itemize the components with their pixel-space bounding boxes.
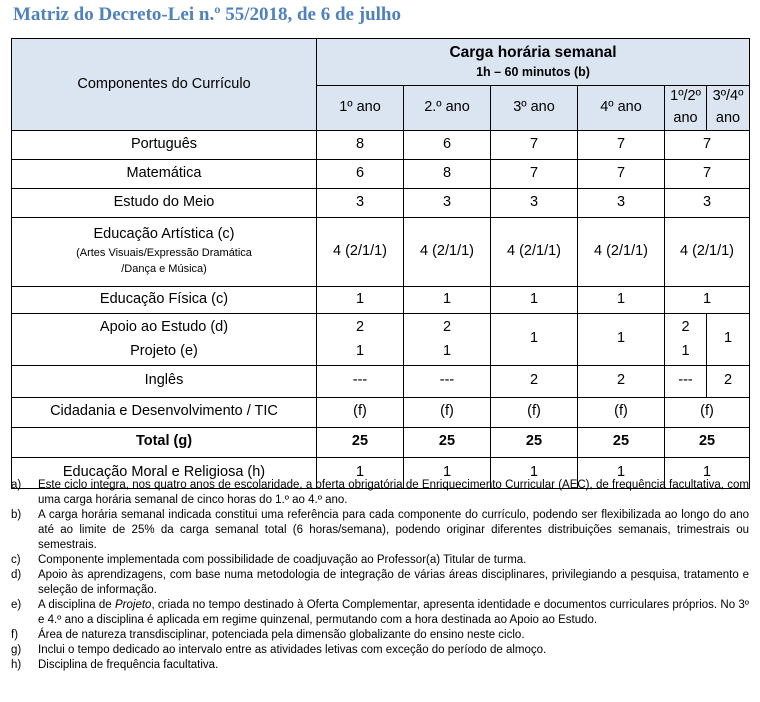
- hours-value: 2: [442, 319, 452, 335]
- year-header: 2.º ano: [404, 86, 491, 131]
- table-row: [12, 188, 750, 217]
- hours-cell: 1: [491, 313, 578, 365]
- footnote-key: h): [11, 659, 22, 671]
- table-row: [12, 159, 750, 188]
- component-label: Matemática: [12, 159, 317, 188]
- table-row: [12, 217, 750, 286]
- year-header: 4º ano: [578, 86, 665, 131]
- hours-cell: 1: [665, 457, 750, 488]
- total-cell: 25: [665, 427, 750, 457]
- hours-cell: 4 (2/1/1): [404, 217, 491, 286]
- table-row: [12, 130, 750, 159]
- hours-cell: 7: [665, 159, 750, 188]
- hours-cell: ---: [665, 365, 707, 397]
- hours-cell: (f): [491, 397, 578, 427]
- footnote-text: A carga horária semanal indicada constitui uma referência para cada componente do currículo, podendo ser flexibilizada ao longo do ano até ao limite de 25% da carga semanal total (6 horas/semana), podendo originar diferentes distribuições semanais, trimestrais ou semestrais.: [38, 509, 749, 551]
- footnote-text-italic: Projeto: [115, 599, 152, 611]
- footnote-key: e): [11, 599, 22, 611]
- footnote-item: [11, 568, 749, 598]
- hours-cell: [317, 313, 404, 365]
- hours-cell: 1: [578, 286, 665, 313]
- hours-cell: 2: [707, 365, 750, 397]
- footnote-key: g): [11, 644, 22, 656]
- hours-cell: 6: [404, 130, 491, 159]
- hours-cell: [404, 313, 491, 365]
- footnote-text: Componente implementada com possibilidade de coadjuvação ao Professor(a) Titular de turma.: [38, 554, 527, 566]
- carga-subtitle: 1h – 60 minutos (b): [476, 64, 590, 79]
- header-row-top: [12, 39, 750, 86]
- carga-header: [317, 39, 750, 86]
- total-cell: 25: [404, 427, 491, 457]
- footnote-text: Apoio às aprendizagens, com base numa metodologia de integração de várias áreas disciplinares, privilegiando a pesquisa, tratamento e seleção de informação.: [38, 569, 749, 596]
- year-header: 3º ano: [491, 86, 578, 131]
- hours-cell: 1: [491, 457, 578, 488]
- hours-cell: 3: [491, 188, 578, 217]
- hours-cell: (f): [404, 397, 491, 427]
- year-header: 1º/2º ano: [665, 86, 707, 131]
- hours-cell: 1: [578, 313, 665, 365]
- footnote-key: c): [11, 554, 21, 566]
- hours-cell: 1: [317, 457, 404, 488]
- hours-cell: 8: [404, 159, 491, 188]
- hours-value: 1: [681, 343, 690, 359]
- total-label: Total (g): [12, 427, 317, 457]
- year-header: 3º/4º ano: [707, 86, 750, 131]
- hours-cell: 4 (2/1/1): [317, 217, 404, 286]
- footnote-key: f): [11, 629, 19, 641]
- hours-cell: 1: [404, 457, 491, 488]
- component-label: Cidadania e Desenvolvimento / TIC: [12, 397, 317, 427]
- hours-cell: (f): [665, 397, 750, 427]
- footnote-item: [11, 643, 749, 658]
- components-header: Componentes do Currículo: [12, 39, 317, 131]
- hours-cell: ---: [317, 365, 404, 397]
- hours-cell: 3: [578, 188, 665, 217]
- carga-title: Carga horária semanal: [449, 44, 617, 62]
- hours-cell: 7: [491, 130, 578, 159]
- hours-cell: 1: [578, 457, 665, 488]
- component-label-detail: (Artes Visuais/Expressão Dramática: [76, 246, 252, 259]
- hours-cell: 1: [707, 313, 750, 365]
- component-label: [12, 217, 317, 286]
- total-cell: 25: [491, 427, 578, 457]
- component-label-projeto: Projeto (e): [130, 343, 198, 359]
- footnote-item: [11, 598, 749, 628]
- hours-value: 1: [442, 343, 452, 359]
- component-label: Estudo do Meio: [12, 188, 317, 217]
- hours-cell: 4 (2/1/1): [578, 217, 665, 286]
- footnotes: [11, 478, 749, 673]
- footnote-key: a): [11, 479, 22, 491]
- hours-cell: 2: [578, 365, 665, 397]
- hours-cell: 6: [317, 159, 404, 188]
- total-cell: 25: [578, 427, 665, 457]
- component-label: Inglês: [12, 365, 317, 397]
- component-label-detail: /Dança e Música): [121, 263, 207, 276]
- footnote-item: [11, 478, 749, 508]
- page-title: Matriz do Decreto-Lei n.º 55/2018, de 6 de julho: [13, 4, 401, 25]
- footnote-text: Inclui o tempo dedicado ao intervalo entre as atividades letivas com exceção do período de almoço.: [38, 644, 547, 656]
- hours-value: 2: [355, 319, 365, 335]
- hours-cell: 1: [404, 286, 491, 313]
- hours-cell: [665, 313, 707, 365]
- hours-cell: 3: [404, 188, 491, 217]
- component-label: [12, 313, 317, 365]
- hours-cell: 3: [665, 188, 750, 217]
- curriculum-matrix-table: [11, 38, 750, 489]
- footnote-text-part: , criada no tempo destinado à Oferta Complementar, apresenta identidade e documentos curriculares próprios. No 3º e 4.º ano a disciplina é aplicada em regime quinzenal, permutando com a hora destinada ao Apoio ao Estudo.: [38, 599, 749, 626]
- footnote-key: d): [11, 569, 22, 581]
- component-label: Educação Moral e Religiosa (h): [12, 457, 317, 488]
- footnote-key: b): [11, 509, 22, 521]
- hours-value: 2: [681, 319, 690, 335]
- hours-cell: 7: [665, 130, 750, 159]
- hours-value: 1: [355, 343, 365, 359]
- hours-cell: 1: [317, 286, 404, 313]
- footnote-item: [11, 508, 749, 553]
- component-label: Português: [12, 130, 317, 159]
- hours-cell: 7: [491, 159, 578, 188]
- hours-cell: (f): [317, 397, 404, 427]
- footnote-item: [11, 628, 749, 643]
- footnote-text: Área de natureza transdisciplinar, potenciada pela dimensão globalizante do ensino neste ciclo.: [38, 629, 525, 641]
- footnote-item: [11, 658, 749, 673]
- hours-cell: 3: [317, 188, 404, 217]
- hours-cell: 1: [665, 286, 750, 313]
- hours-cell: 1: [491, 286, 578, 313]
- total-row: [12, 427, 750, 457]
- footnote-text: [38, 598, 749, 628]
- table-row: [12, 365, 750, 397]
- hours-cell: 7: [578, 159, 665, 188]
- footnote-text-part: A disciplina de: [38, 599, 115, 611]
- table-row: [12, 397, 750, 427]
- footnote-text: Disciplina de frequência facultativa.: [38, 659, 219, 671]
- hours-cell: 8: [317, 130, 404, 159]
- hours-cell: 2: [491, 365, 578, 397]
- component-label-main: Educação Artística (c): [93, 226, 235, 243]
- hours-cell: ---: [404, 365, 491, 397]
- component-label: Educação Física (c): [12, 286, 317, 313]
- hours-cell: 4 (2/1/1): [665, 217, 750, 286]
- total-cell: 25: [317, 427, 404, 457]
- hours-cell: 7: [578, 130, 665, 159]
- component-label-apoio: Apoio ao Estudo (d): [99, 319, 229, 335]
- footnote-item: [11, 553, 749, 568]
- hours-cell: (f): [578, 397, 665, 427]
- hours-cell: 4 (2/1/1): [491, 217, 578, 286]
- table-row: [12, 313, 750, 365]
- footnote-text: Este ciclo integra, nos quatro anos de escolaridade, a oferta obrigatória de Enriquecimento Curricular (AEC), de frequência facultativa, com uma carga horária semanal de cinco horas do 1.º ao 4.º ano.: [38, 479, 749, 506]
- table-row: [12, 286, 750, 313]
- year-header: 1º ano: [317, 86, 404, 131]
